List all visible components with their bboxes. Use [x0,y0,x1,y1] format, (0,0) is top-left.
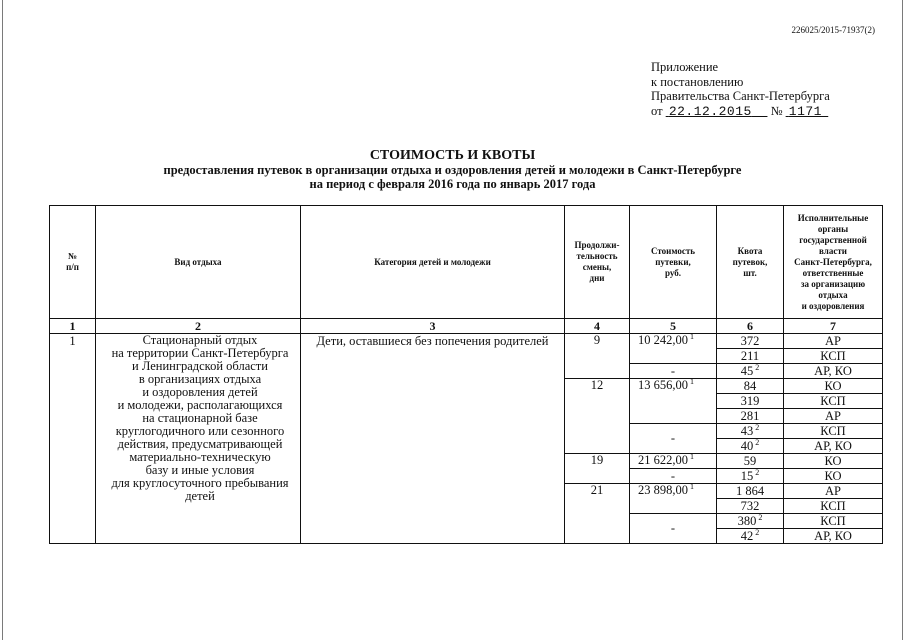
table-body [50,206,883,544]
rest-type-line: и оздоровления детей [142,385,258,399]
rest-type-line: на стационарной базе [142,411,258,425]
rest-type-line: для круглосуточного пребывания [111,476,289,490]
quota-cell: 84 [717,379,784,394]
quota-cell: 15 $^2$ [717,469,784,484]
quota-cell: 211 [717,349,784,364]
header-duration [565,206,630,319]
header-line: дни [589,273,605,283]
footnote-mark: 1 [688,376,694,386]
row-number: 1 [50,334,96,544]
appendix-line-3: Правительства Санкт-Петербурга [651,89,830,103]
price-cell: 23 898,00 $^1$ [630,484,717,514]
header-line: путевки, [655,256,691,267]
footnote-mark: 2 [753,437,760,447]
authority-cell: КСП [784,424,883,439]
price-dash-cell: - [630,424,717,454]
footnote-mark: 2 [753,362,760,372]
rest-type-line: материально-техническую [129,450,271,464]
rest-type-line: на территории Санкт-Петербурга [111,346,289,360]
appendix-line-1: Приложение [651,60,719,74]
authority-cell: АР, КО [784,439,883,454]
authority-cell: АР [784,484,883,499]
appendix-line-2: к постановлению [651,74,744,89]
footnote-mark: 2 [753,527,760,537]
header-line: Квота [737,245,763,256]
rest-type-line: действия, предусматривающей [117,437,283,451]
column-number: 6 [717,319,784,334]
rest-type-line: и молодежи, располагающихся [117,398,283,412]
resolution-number: 1171 [788,103,822,119]
footnote-mark: 1 [688,481,694,491]
authority-cell: КСП [784,349,883,364]
table-row [50,334,883,349]
header-line: отдыха [818,289,848,300]
header-line: смены, [582,262,612,272]
quota-cell: 1 864 [717,484,784,499]
header-line: п/п [66,262,79,272]
column-number: 5 [630,319,717,334]
rest-type-line: в организациях отдыха [138,372,262,386]
authority-cell: КО [784,379,883,394]
column-number: 7 [784,319,883,334]
appendix-date-line [651,104,830,120]
header-line: за организацию [800,278,866,289]
rest-type-line: детей [185,489,215,503]
quota-cell: 281 [717,409,784,424]
date-prefix: от [651,103,663,118]
header-authority [784,206,883,319]
column-number: 1 [50,319,96,334]
header-line: ответственные [802,267,864,278]
header-line: Стоимость [650,245,696,256]
document-subtitle [0,163,905,191]
footnote-mark: 1 [688,451,694,461]
header-line: путевок, [732,256,768,267]
category-cell: Дети, оставшиеся без попечения родителей [301,334,565,544]
header-line: Исполнительные [797,212,869,223]
column-number: 2 [96,319,301,334]
price-dash-cell: - [630,364,717,379]
quota-cell: 319 [717,394,784,409]
footnote-mark: 2 [753,467,760,477]
price-dash-cell: - [630,514,717,544]
header-price [630,206,717,319]
authority-cell: АР, КО [784,529,883,544]
header-line: руб. [664,267,682,278]
authority-cell: АР [784,409,883,424]
quota-cell: 372 [717,334,784,349]
header-line: № [67,251,78,261]
price-cell: 10 242,00 $^1$ [630,334,717,364]
column-number: 4 [565,319,630,334]
header-line: Санкт-Петербурга, [794,256,872,267]
rest-type-cell [96,334,301,544]
quota-cell: 40 $^2$ [717,439,784,454]
quota-cell: 42 $^2$ [717,529,784,544]
header-line: государственной [799,234,867,245]
quota-cell: 59 [717,454,784,469]
footnote-mark: 2 [753,422,760,432]
header-rest-type: Вид отдыха [96,206,301,319]
authority-cell: КСП [784,514,883,529]
header-line: тельность [576,251,618,261]
duration-cell: 21 [565,484,630,544]
subtitle-line-1: предоставления путевок в организации отдыха и оздоровления детей и молодежи в Санкт-Петербурге [163,163,742,177]
subtitle-line-2: на период с февраля 2016 года по январь 2017 года [309,177,596,191]
authority-cell: КО [784,454,883,469]
authority-cell: КСП [784,394,883,409]
authority-cell: КСП [784,499,883,514]
appendix-block [651,60,830,119]
authority-cell: КО [784,469,883,484]
number-prefix: № [770,103,783,118]
rest-type-line: круглогодичного или сезонного [115,424,285,438]
page-edge-left [2,0,3,640]
rest-type-line: базу и иные условия [145,463,255,477]
authority-cell: АР [784,334,883,349]
header-line: органы [817,223,849,234]
page-edge-right [902,0,903,640]
header-line: Продолжи- [574,240,620,250]
duration-cell: 12 [565,379,630,454]
document-id: 226025/2015-71937(2) [791,25,875,35]
duration-cell: 9 [565,334,630,379]
authority-cell: АР, КО [784,364,883,379]
quota-cell: 45 $^2$ [717,364,784,379]
header-category: Категория детей и молодежи [301,206,565,319]
price-dash-cell: - [630,469,717,484]
quota-cell: 732 [717,499,784,514]
header-line: и оздоровления [801,300,865,311]
price-cell: 13 656,00 $^1$ [630,379,717,424]
rest-type-line: и Ленинградской области [132,359,268,373]
rest-type-line: Стационарный отдых [142,333,258,347]
header-quota [717,206,784,319]
footnote-mark: 2 [756,512,763,522]
header-line: шт. [743,267,757,278]
quota-cell: 43 $^2$ [717,424,784,439]
column-numbers-row [50,319,883,334]
duration-cell: 19 [565,454,630,484]
document-title: СТОИМОСТЬ И КВОТЫ [369,148,536,163]
header-num [50,206,96,319]
price-cell: 21 622,00 $^1$ [630,454,717,469]
cost-quota-table [49,205,883,544]
header-row [50,206,883,319]
footnote-mark: 1 [688,331,694,341]
header-line: власти [819,245,847,256]
quota-cell: 380 $^2$ [717,514,784,529]
resolution-date: 22.12.2015 [668,103,752,119]
column-number: 3 [301,319,565,334]
